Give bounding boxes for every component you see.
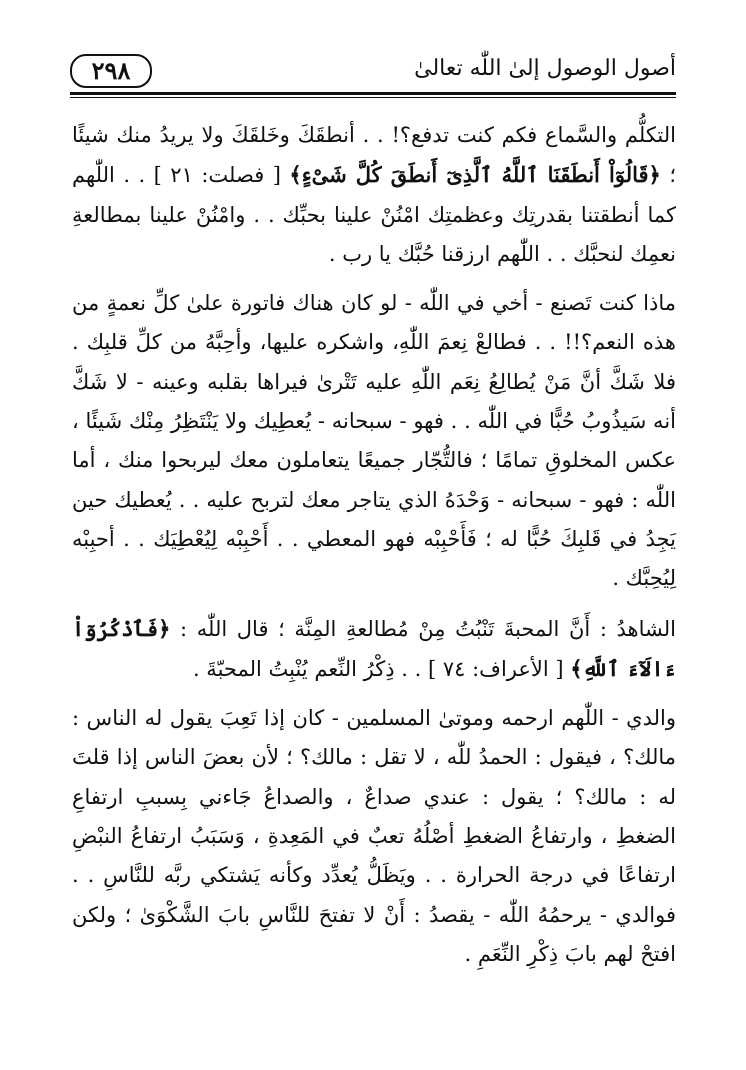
header-divider bbox=[70, 92, 676, 98]
text-span: الشاهدُ : أَنَّ المحبةَ تَنْبُتُ مِنْ مُطالعةِ المِنَّة ؛ قال اللّٰه : bbox=[170, 616, 676, 641]
body-text bbox=[72, 116, 676, 984]
text-span: [ الأعراف: ٧٤ ] . . ذِكْرُ النِّعم يُنْبِتُ المحبّةَ . bbox=[192, 656, 571, 681]
text-span: والدي - اللّٰهم ارحمه وموتىٰ المسلمين - كان إذا تَعِبَ يقول له الناس : مالك؟ ، فيقول : الحمدُ للّٰه ، لا تقل : مالك؟ ؛ لأن بعضَ الناس إذا قلتَ له : مالك؟ ؛ يقول : عندي صداعٌ ، والصداعُ جَاءني بِسببِ ارتفاعِ الضغطِ ، وارتفاعُ الضغطِ أصْلُهُ تعبٌ في المَعِدةِ ، وَسَبَبُ ارتفاعُ النبْضِ ارتفاعًا في درجة الحرارة . . ويَظَلُّ يُعدِّد وكأنه يَشتكي ربَّه للنَّاسِ . . فوالدي - يرحمُهُ اللّٰه - يقصدُ : أَنْ لا تفتحَ للنَّاسِ بابَ الشَّكْوَىٰ ؛ ولكن افتحْ لهم بابَ ذِكْرِ النِّعَمِ . bbox=[72, 706, 676, 966]
paragraph-2 bbox=[72, 284, 676, 598]
quran-verse: ﴿فَٱذْكُرُوٓاْ ءَالَآءَ ٱللَّهِ﴾ bbox=[72, 615, 676, 681]
quran-verse: ﴿قَالُوٓاْ أَنطَقَنَا ٱللَّهُ ٱلَّذِىٓ أَنطَقَ كُلَّ شَىْءٍ﴾ bbox=[289, 162, 661, 188]
running-title: أصول الوصول إلىٰ اللّٰه تعالىٰ bbox=[414, 56, 676, 81]
text-span: ماذا كنت تَصنع - أخي في اللّٰه - لو كان هناك فاتورة علىٰ كلِّ نعمةٍ من هذه النعم؟!! . . فطالعْ نِعمَ اللّٰهِ، واشكره عليها، وأحِبَّهُ من كلِّ قلبِك . فلا شَكَّ أنَّ مَنْ يُطالِعُ نِعَم اللّٰهِ عليه تَتْرىٰ فيراها بقلبه وعينه - لا شَكَّ أنه سَيذُوبُ حُبًّا في اللّٰه . . فهو - سبحانه - يُعطِيك ولا يَنْتَظِرُ مِنْك شَيئًا ، عكس المخلوقِ تمامًا ؛ فالتُّجّار جميعًا يتعاملون معك ليربحوا منك ، أما اللّٰه : فهو - سبحانه - وَحْدَهُ الذي يتاجر معك لتربح عليه . . يُعطيك حين يَجِدُ في قَلبِكَ حُبًّا له ؛ فَأَحْبِبْه فهو المعطي . . أَحْبِبْه لِيُعْطِيَك . . أحبِبْه لِيُحِبَّك . bbox=[72, 291, 676, 591]
paragraph-4 bbox=[72, 699, 676, 974]
page-header bbox=[70, 44, 676, 90]
text-span: [ فصلت: ٢١ ] . . اللّٰهم كما أنطقتنا بقدرتِك وعظمتِك امْنُنْ علينا بحبِّك . . وامْنُنْ علينا بمطالعةِ نعمِك لنحبَّك . . اللّٰهم ارزقنا حُبَّك يا رب . bbox=[72, 163, 676, 266]
paragraph-3 bbox=[72, 609, 676, 690]
page-number: ٢٩٨ bbox=[70, 54, 152, 88]
paragraph-1 bbox=[72, 116, 676, 274]
text-span: التكلُّم والسَّماع فكم كنت تدفع؟! . . أنطقَكَ وخَلقَكَ ولا يريدُ منك شيئًا ؛ bbox=[72, 123, 676, 188]
